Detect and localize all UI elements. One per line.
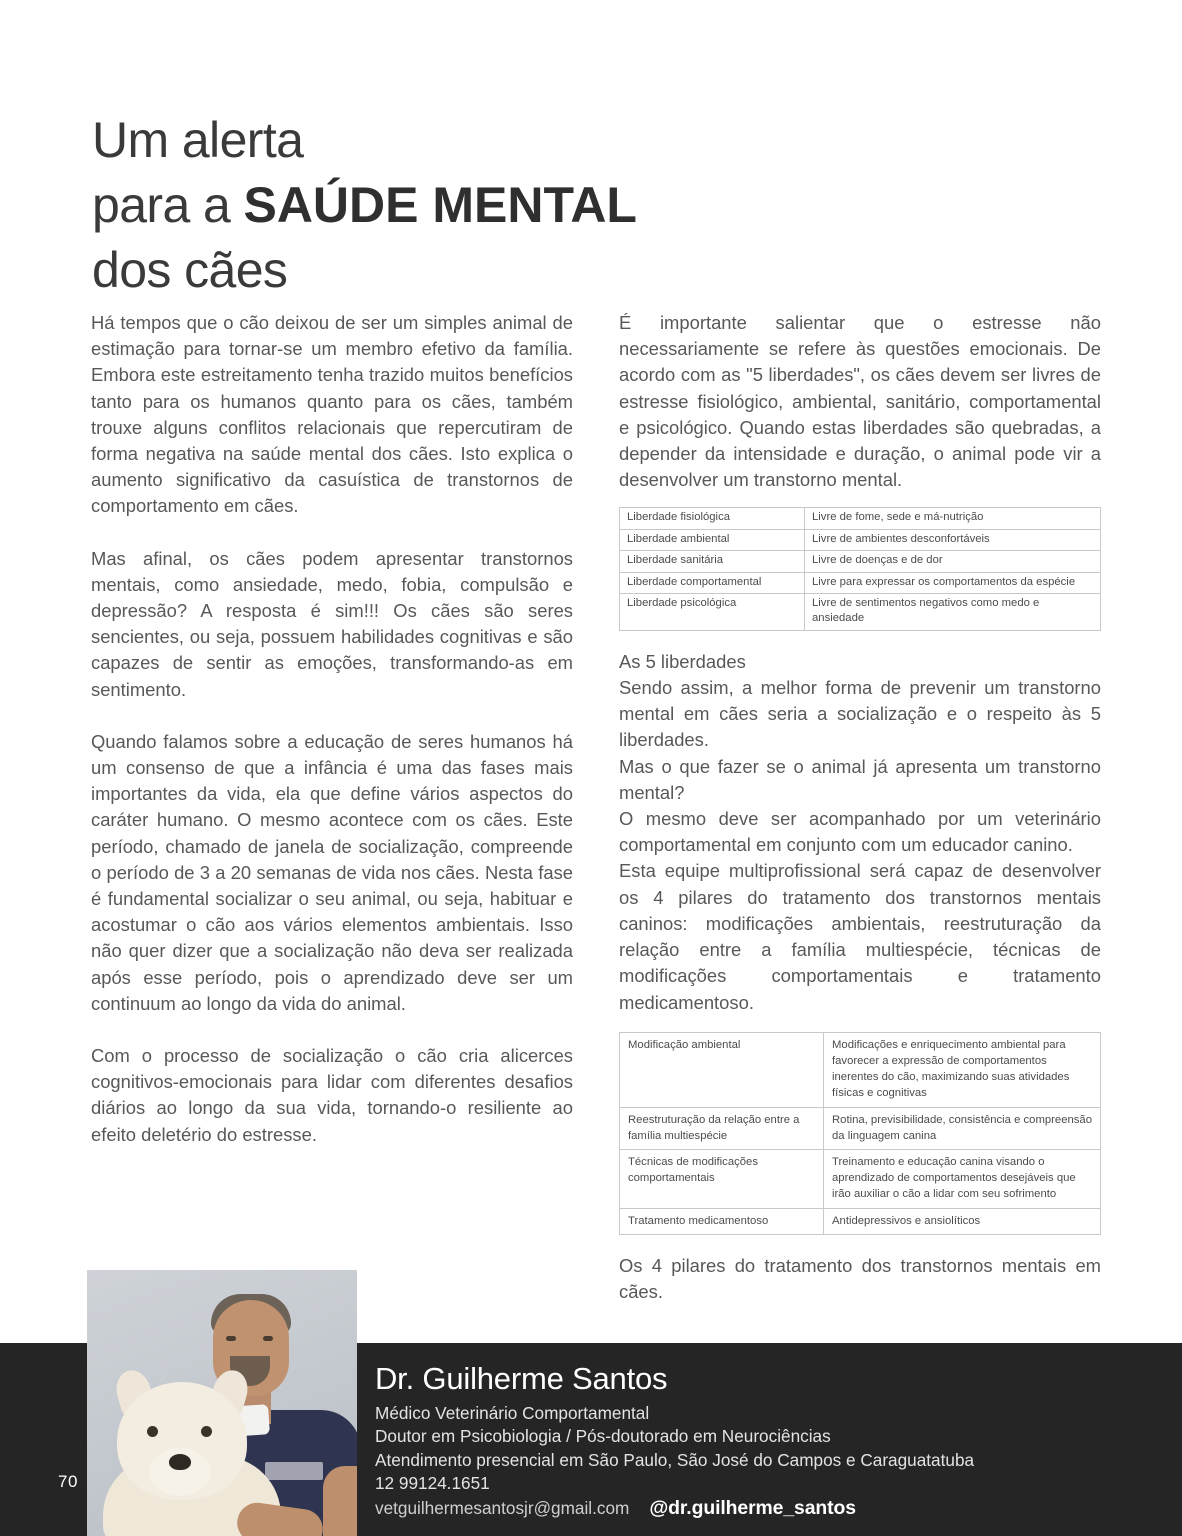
dog-nose [169,1454,191,1470]
table-cell-key: Liberdade fisiológica [620,508,805,529]
headline-line-1: Um alerta [92,111,304,168]
table-row [620,1107,1101,1149]
paragraph: Quando falamos sobre a educação de seres humanos há um consenso de que a infância é uma das fases mais importantes da vida, ela que define vários aspectos do caráter humano. O mesmo acontece com os cães. Este período, chamado de janela de socialização, compreende o período de 3 a 20 semanas de vida nos cães. Nesta fase é fundamental socializar o seu animal, ou seja, habituar e acostumar o cão aos vários elementos ambientais. Isso não quer dizer que a socialização não deva ser realizada após esse período, pois o aprendizado deve ser um continuum ao longo da vida do animal. [91,730,573,1014]
article-right-column [619,310,1101,1331]
headline-line-3: dos cães [92,241,288,298]
table-cell-value: Livre para expressar os comportamentos da espécie [805,572,1101,593]
paragraph: Com o processo de socialização o cão cria alicerces cognitivos-emocionais para lidar com diferentes desafios diários ao longo da sua vida, tornando-o resiliente ao efeito deletério do estresse. [91,1045,573,1145]
paragraph: Mas o que fazer se o animal já apresenta um transtorno mental? [619,755,1101,803]
author-email[interactable]: vetguilhermesantosjr@gmail.com [375,1497,630,1518]
article-left-column [91,310,573,1148]
headline-line-2-prefix: para a [92,176,244,233]
table-cell-key: Técnicas de modificações comportamentais [620,1149,824,1208]
vet-uniform-badge [265,1462,323,1480]
vet-arm [323,1466,357,1536]
table-cell-key: Modificação ambiental [620,1032,824,1107]
table-row [620,1032,1101,1107]
table-quatro-pilares [619,1032,1101,1235]
table-cell-key: Tratamento medicamentoso [620,1208,824,1234]
table-caption-pilares: Os 4 pilares do tratamento dos transtornos mentais em cães. [619,1254,1101,1302]
author-service-area: Atendimento presencial em São Paulo, São José do Campos e Caraguatatuba [375,1449,975,1470]
author-education: Doutor em Psicobiologia / Pós-doutorado em Neurociências [375,1426,831,1447]
table-cell-value: Modificações e enriquecimento ambiental para favorecer a expressão de comportamentos inerentes do cão, maximizando suas atividades físicas e cognitivas [824,1032,1101,1107]
table-cell-key: Liberdade sanitária [620,551,805,572]
table-cell-value: Livre de ambientes desconfortáveis [805,529,1101,550]
table-cell-key: Reestruturação da relação entre a família multiespécie [620,1107,824,1149]
table-cell-value: Rotina, previsibilidade, consistência e compreensão da linguagem canina [824,1107,1101,1149]
headline-line-2 [92,173,892,238]
table-row [620,551,1101,572]
vet-eye-left [226,1336,236,1341]
author-name: Dr. Guilherme Santos [375,1361,668,1396]
paragraph: É importante salientar que o estresse não necessariamente se refere às questões emocionais. De acordo com as "5 liberdades", os cães devem ser livres de estresse fisiológico, ambiental, sanitário, comportamental e psicológico. Quando estas liberdades são quebradas, a depender da intensidade e duração, o animal pode vir a desenvolver um transtorno mental. [619,312,1101,491]
table-row [620,572,1101,593]
table-row [620,529,1101,550]
paragraph: Esta equipe multiprofissional será capaz de desenvolver os 4 pilares do tratamento dos transtornos mentais caninos: modificações ambientais, reestruturação da relação entre a família multiespécie, técnicas de modificações comportamentais e tratamento medicamentoso. [619,860,1101,1013]
table-cell-value: Treinamento e educação canina visando o aprendizado de comportamentos desejáveis que irão auxiliar o cão a lidar com seu sofrimento [824,1149,1101,1208]
dog-eye-left [147,1426,158,1437]
author-contact-row [375,1497,1135,1520]
table-cell-value: Livre de doenças e de dor [805,551,1101,572]
author-photo [87,1270,357,1536]
table-cell-value: Livre de sentimentos negativos como medo e ansiedade [805,594,1101,631]
table-cell-key: Liberdade ambiental [620,529,805,550]
table-caption-liberdades: As 5 liberdades [619,650,746,672]
table-cell-value: Antidepressivos e ansiolíticos [824,1208,1101,1234]
author-instagram-handle[interactable]: @dr.guilherme_santos [649,1496,856,1519]
page-number: 70 [58,1472,78,1491]
table-row [620,508,1101,529]
paragraph: Há tempos que o cão deixou de ser um simples animal de estimação para tornar-se um membro efetivo da família. Embora este estreitamento tenha trazido muitos benefícios tanto para os humanos quanto para os cães, também trouxe alguns conflitos relacionais que repercutiram de forma negativa na saúde mental dos cães. Isto explica o aumento significativo da casuística de transtornos de comportamento em cães. [91,312,573,517]
table-row [620,594,1101,631]
table-cell-value: Livre de fome, sede e má-nutrição [805,508,1101,529]
table-cell-key: Liberdade psicológica [620,594,805,631]
paragraph: O mesmo deve ser acompanhado por um veterinário comportamental em conjunto com um educador canino. [619,808,1101,856]
paragraph: Mas afinal, os cães podem apresentar transtornos mentais, como ansiedade, medo, fobia, compulsão e depressão? A resposta é sim!!! Os cães são seres sencientes, ou seja, possuem habilidades cognitivas e são capazes de sentir as emoções, transformando-as em sentimento. [91,547,573,700]
table-cell-key: Liberdade comportamental [620,572,805,593]
page-title [92,108,892,303]
headline-emphasis: SAÚDE MENTAL [243,176,637,233]
table-row [620,1149,1101,1208]
vet-eye-right [263,1336,273,1341]
author-role: Médico Veterinário Comportamental [375,1403,650,1423]
table-row [620,1208,1101,1234]
author-info [375,1360,1135,1520]
dog-eye-right [201,1426,212,1437]
paragraph: Sendo assim, a melhor forma de prevenir um transtorno mental em cães seria a socialização e o respeito às 5 liberdades. [619,677,1101,751]
author-phone[interactable]: 12 99124.1651 [375,1473,490,1494]
table-cinco-liberdades [619,507,1101,630]
